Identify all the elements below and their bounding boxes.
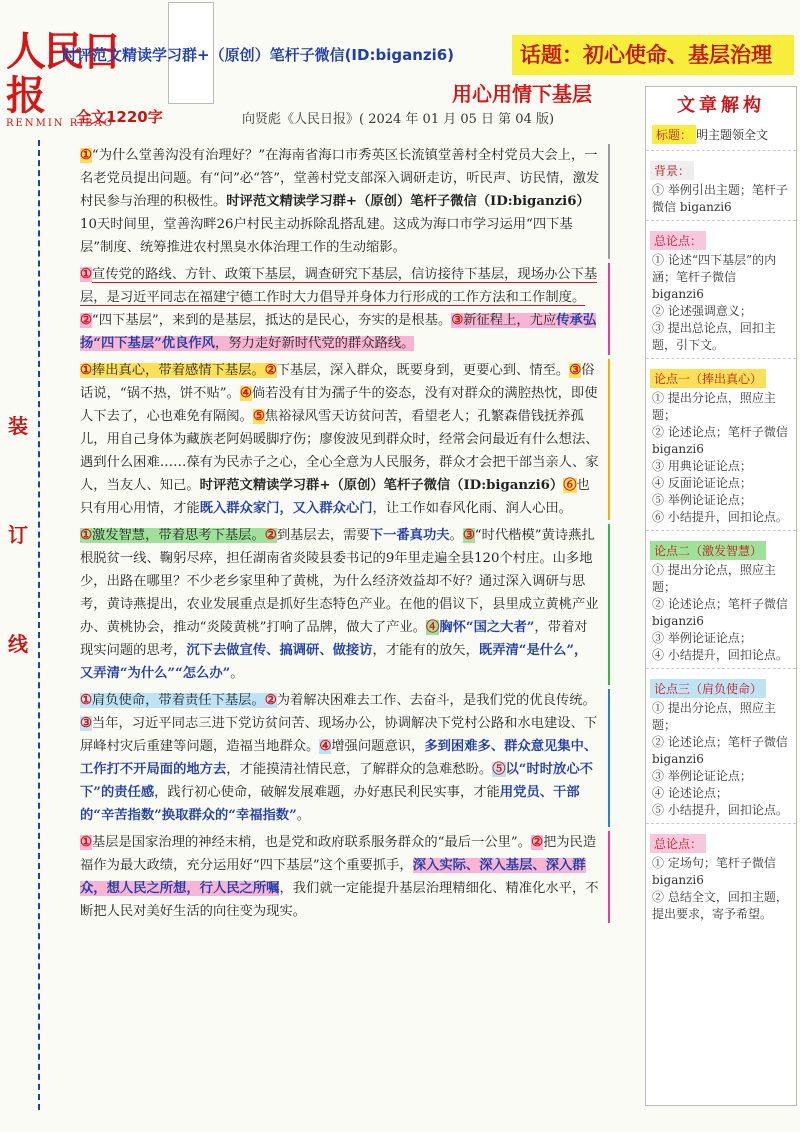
sidebar-section-item: ④ 论述论点； [652, 786, 728, 800]
sidebar-section-item: ② 总结全文，回扣主题，提出要求，寄予希望。 [652, 890, 788, 921]
text-segment: 基层是国家治理的神经末梢，也是党和政府联系服务群众的“最后一公里”。 [91, 835, 532, 850]
sentence-number: ① [80, 363, 92, 378]
sidebar-section-item: ③ 举例论证论点； [652, 631, 752, 645]
binding-dashed-line [38, 140, 40, 1110]
sidebar-section-item: ③ 举例论证论点； [652, 769, 752, 783]
sidebar-section-head: 总论点： [650, 231, 706, 250]
text-segment: 胸怀“国之大者” [439, 620, 535, 635]
binding-line-label [6, 410, 30, 737]
text-segment: 时评范文精读学习群+（原创）笔杆子微信（ID:biganzi6） [226, 194, 590, 209]
title-tag-text: 明主题领全文 [696, 128, 769, 142]
article-paragraph [80, 144, 610, 259]
sentence-number: ① [80, 835, 92, 850]
sidebar-heading: 文章解构 [677, 95, 765, 116]
byline: 向贤彪《人民日报》( 2024 年 01 月 05 日 第 04 版) [242, 112, 555, 127]
sentence-number: ① [80, 148, 92, 163]
sidebar-section-item: ② 论述论点；笔杆子微信 biganzi6 [652, 597, 788, 628]
sentence-number: ④ [239, 386, 252, 401]
article-paragraph [80, 689, 610, 827]
article-paragraph [80, 359, 610, 520]
sentence-number: ① [80, 693, 92, 708]
text-segment: 捧出真心，带着感情下基层。 [91, 363, 265, 378]
text-segment: 到基层去，需要 [276, 528, 370, 543]
article-paragraph [80, 263, 610, 355]
text-segment: 新征程上，尤应 [463, 313, 557, 328]
sidebar-section-item: ① 提出分论点，照应主题； [652, 701, 776, 732]
binding-char: 装 [8, 414, 28, 438]
text-segment: 下基层，深入群众，既要身到，更要心到、情至。 [276, 363, 570, 378]
sidebar-section-item: ① 论述“四下基层”的内涵；笔杆子微信 biganzi6 [652, 253, 777, 301]
logo-subtitle: RENMIN RIBAO [6, 118, 114, 129]
title-tag: 标题： [652, 125, 696, 144]
text-segment: 传承弘扬“四下基层”优良作风 [80, 313, 597, 351]
sidebar-section-head: 论点一（捧出真心） [650, 369, 766, 388]
sidebar-section-item: ③ 用典论证论点； [652, 459, 752, 473]
binding-char: 订 [8, 523, 28, 547]
text-segment: 。 [296, 808, 311, 823]
section-divider [646, 220, 796, 221]
text-segment: “时代楷模”黄诗燕扎根脱贫一线、鞠躬尽瘁，担任湖南省炎陵县委书记的9年里走遍全县120个村庄。山多地少，出路在哪里？不少老乡家里种了黄桃，为什么经济效益却不好？通过深入调研与思考，黄诗燕提出，农业发展重点是抓好生态特色产业。在他的倡议下，县里成立黄桃产业办、黄桃协会，推动“炎陵黄桃”打响了品牌，做大了产业。 [80, 528, 599, 635]
article-paragraph [80, 524, 610, 685]
sentence-number: ⑤ [252, 409, 265, 424]
section-divider [646, 530, 796, 531]
text-segment: “四下基层”，来到的是基层，抵达的是民心，夯实的是根基。 [91, 313, 452, 328]
text-segment: 俗话说，“锅不热，饼不贴”。 [80, 363, 595, 401]
text-segment: ，我们就一定能提升基层治理精细化、精准化水平，不断把人民对美好生活的向往变为现实。 [80, 881, 599, 919]
sentence-number: ④ [426, 620, 440, 635]
wechat-banner: 时评范文精读学习群+（原创）笔杆子微信(ID:biganzi6) [62, 46, 455, 64]
sidebar-section-item: ④ 反面论证论点； [652, 476, 752, 490]
text-segment: ，践行初心使命，破解发展难题，办好惠民利民实事，才能 [154, 785, 500, 800]
sentence-number: ③ [569, 363, 582, 378]
sidebar-section-head: 论点二（激发智慧） [650, 541, 766, 560]
text-segment: 多到困难多、群众意见集中、工作打不开局面的地方去 [80, 739, 598, 777]
text-segment: 既弄清“是什么”，又弄清“为什么”“怎么办” [80, 643, 588, 681]
text-segment: 既入群众家门，又入群众心门 [199, 501, 373, 516]
sidebar-section-head: 论点三（肩负使命） [650, 679, 766, 698]
sidebar-section-head: 背景： [650, 161, 694, 180]
binding-char: 线 [8, 632, 28, 656]
sentence-number: ③ [451, 313, 464, 328]
article-body [80, 144, 610, 927]
text-segment: 以“时时放心不下”的责任感 [80, 762, 593, 800]
sidebar-section-item: ⑤ 举例论证论点； [652, 493, 752, 507]
sidebar-section-item: ③ 提出总论点，回扣主题，引下文。 [652, 321, 776, 352]
text-segment: 增强问题意识， [331, 739, 425, 754]
text-segment: ，努力走好新时代党的群众路线。 [214, 336, 415, 351]
text-segment: 把为民造福作为最大政绩，充分运用好“四下基层”这个重要抓手， [80, 835, 597, 873]
sentence-number: ② [264, 363, 277, 378]
text-segment: 为着解决困难去工作、去奋斗，是我们党的优良传统。 [276, 693, 596, 708]
text-segment: 也只有用心用情，才能 [80, 478, 590, 516]
sidebar-section-item: ① 定场句；笔杆子微信 biganzi6 [652, 856, 776, 887]
word-count: 全文1220字 [76, 108, 163, 126]
structure-sidebar [645, 86, 797, 1106]
text-segment: ，才能有的放矢， [372, 643, 479, 658]
text-segment: 深入实际、深入基层、深入群众，想人民之所想，行人民之所嘱 [80, 858, 586, 896]
section-divider [646, 150, 796, 151]
sidebar-section-item: ⑤ 小结提升，回扣论点。 [652, 803, 788, 817]
text-segment: ，才能摸清社情民意，了解群众的急难愁盼。 [226, 762, 493, 777]
text-segment: 。 [449, 528, 463, 543]
sidebar-section-item: ④ 小结提升，回扣论点。 [652, 648, 788, 662]
article-title: 用心用情下基层 [452, 82, 592, 106]
text-segment: 。 [230, 666, 244, 681]
sidebar-section-item: ② 论述强调意义； [652, 304, 752, 318]
text-segment: 激发智慧，带着思考下基层。 [91, 528, 265, 543]
sentence-number: ② [531, 835, 543, 850]
sentence-number: ③ [462, 528, 475, 543]
topic-box: 话题：初心使命、基层治理 [512, 35, 794, 75]
sidebar-section-item: ① 提出分论点，照应主题； [652, 563, 776, 594]
sentence-number: ② [264, 693, 277, 708]
sidebar-section-item: ① 提出分论点，照应主题； [652, 391, 776, 422]
logo-text: 人民日报 [6, 28, 120, 119]
sidebar-section-head: 总论点： [650, 834, 706, 853]
sentence-number: ① [80, 528, 92, 543]
text-segment: 倘若没有甘为孺子牛的姿态，没有对群众的满腔热忱，即使人下去了，心也难免有隔阂。 [80, 386, 598, 424]
text-segment: 肩负使命，带着责任下基层。 [91, 693, 265, 708]
sidebar-section-item: ⑥ 小结提升，回扣论点。 [652, 510, 788, 524]
sidebar-section-item: ② 论述论点；笔杆子微信 biganzi6 [652, 425, 788, 456]
text-segment: 焦裕禄风雪天访贫问苦，看望老人；孔繁森借钱抚养孤儿，用自己身体为藏族老阿妈暖脚疗伤；廖俊波见到群众时，经常会问最近有什么想法、遇到什么困难……葆有为民赤子之心，全心全意为人民服务，群众才会把干部当亲人、家人，当友人、知己。 [80, 409, 599, 493]
sentence-number: ① [80, 267, 92, 282]
article-paragraph [80, 831, 610, 923]
text-segment: 时评范文精读学习群+（原创）笔杆子微信（ID:biganzi6） [199, 478, 564, 493]
text-segment: 当年，习近平同志三进下党访贫问苦、现场办公，协调解决下党村公路和水电建设、下屏峰村灾后重建等问题，造福当地群众。 [80, 716, 598, 754]
sidebar-section-item: ② 论述论点；笔杆子微信 biganzi6 [652, 735, 788, 766]
section-divider [646, 823, 796, 824]
text-segment: ，让工作如春风化雨、润人心田。 [372, 501, 572, 516]
sentence-number: ③ [80, 716, 92, 731]
text-segment: 宣传党的路线、方针、政策下基层，调查研究下基层，信访接待下基层，现场办公下基层，是习近平同志在福建宁德工作时大力倡导并身体力行形成的工作方法和工作制度。 [80, 267, 598, 305]
text-segment: 沉下去做宣传、搞调研、做接访 [186, 643, 373, 658]
sentence-number: ④ [319, 739, 332, 754]
sentence-number: ② [80, 313, 92, 328]
text-segment: 10天时间里，堂善沟畔26户村民主动拆除乱搭乱建。这成为海口市学习运用“四下基层”制度、统筹推进农村黑臭水体治理工作的生动缩影。 [80, 217, 573, 255]
text-segment: ，带着对现实问题的思考， [80, 620, 588, 658]
sentence-number: ⑥ [563, 478, 577, 493]
sentence-number: ⑤ [492, 762, 506, 777]
section-divider [646, 668, 796, 669]
text-segment: 用党员、干部的“辛苦指数”换取群众的“幸福指数” [80, 785, 580, 823]
text-segment: “为什么堂善沟没有治理好？”在海南省海口市秀英区长流镇堂善村全村党员大会上，一名老党员提出问题。有“问”必“答”，堂善村党支部深入调研走访，听民声、访民情，激发村民参与治理的积极性。 [80, 148, 600, 209]
text-segment: 下一番真功夫 [369, 528, 450, 543]
section-divider [646, 358, 796, 359]
sidebar-section-item: ① 举例引出主题；笔杆子微信 biganzi6 [652, 183, 788, 214]
sentence-number: ② [264, 528, 277, 543]
